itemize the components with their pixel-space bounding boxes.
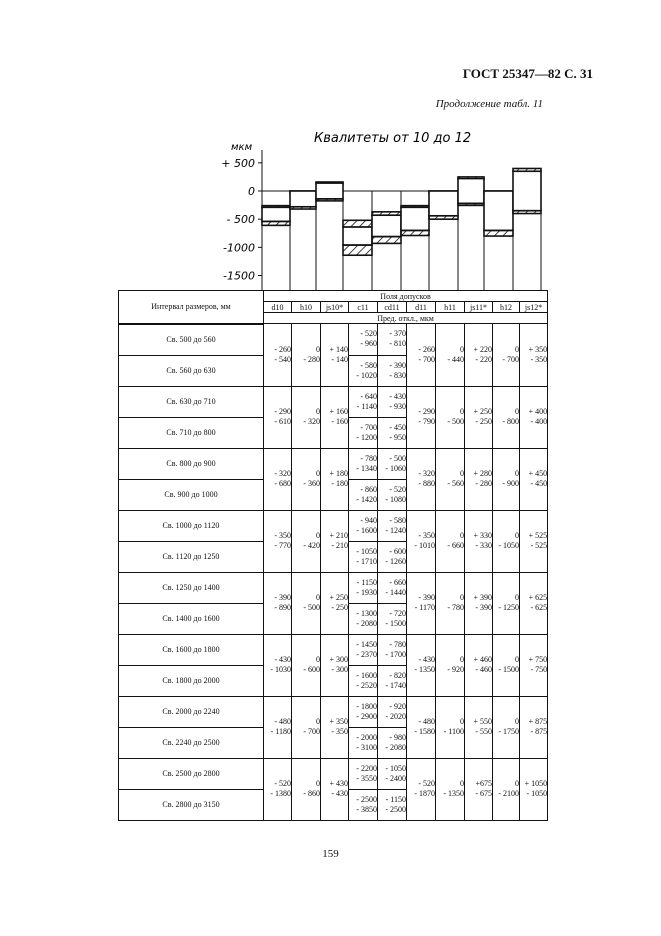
bar-h10-lower bbox=[290, 207, 316, 209]
value-js10: + 430 - 430 bbox=[321, 758, 349, 820]
value-c11: - 780 - 1340 bbox=[349, 448, 378, 479]
value-js11: +675 - 675 bbox=[465, 758, 493, 820]
value-c11: - 860 - 1420 bbox=[349, 479, 378, 510]
header-interval bbox=[119, 291, 264, 324]
value-d11: - 390 - 1170 bbox=[407, 572, 436, 634]
value-js10: + 180 - 180 bbox=[321, 448, 349, 510]
value-h12: 0 - 1250 bbox=[493, 572, 520, 634]
value-h10: 0 - 600 bbox=[292, 634, 321, 696]
value-js11: + 250 - 250 bbox=[465, 386, 493, 448]
header-interval-label: Интервал размеров, мм bbox=[151, 302, 231, 312]
value-c11: - 1150 - 1930 bbox=[349, 572, 378, 603]
interval-cell: Св. 710 до 800 bbox=[119, 417, 264, 448]
value-cd11: - 450 - 950 bbox=[378, 417, 407, 448]
bar-c11-upper bbox=[343, 220, 372, 227]
bar-h12-lower bbox=[484, 230, 513, 236]
header-fields: Поля допусков bbox=[264, 291, 548, 302]
bar-js11*-middle bbox=[458, 179, 484, 204]
interval-cell: Св. 560 до 630 bbox=[119, 355, 264, 386]
value-h12: 0 - 1050 bbox=[493, 510, 520, 572]
tolerance-chart bbox=[0, 0, 661, 292]
value-d11: - 430 - 1350 bbox=[407, 634, 436, 696]
value-d11: - 480 - 1580 bbox=[407, 696, 436, 758]
value-c11: - 1800 - 2900 bbox=[349, 696, 378, 727]
value-d10: - 430 - 1030 bbox=[264, 634, 292, 696]
value-c11: - 2500 - 3850 bbox=[349, 789, 378, 820]
interval-cell: Св. 1800 до 2000 bbox=[119, 665, 264, 696]
value-js11: + 390 - 390 bbox=[465, 572, 493, 634]
bar-js11*-lower bbox=[458, 203, 484, 205]
value-cd11: - 820 - 1740 bbox=[378, 665, 407, 696]
value-js10: + 250 - 250 bbox=[321, 572, 349, 634]
value-c11: - 640 - 1140 bbox=[349, 386, 378, 417]
value-c11: - 1050 - 1710 bbox=[349, 541, 378, 572]
col-header-5: d11 bbox=[407, 302, 436, 313]
value-d10: - 290 - 610 bbox=[264, 386, 292, 448]
bar-js10*-lower bbox=[316, 199, 343, 201]
interval-cell: Св. 800 до 900 bbox=[119, 448, 264, 479]
interval-cell: Св. 2800 до 3150 bbox=[119, 789, 264, 820]
bar-d10-middle bbox=[262, 207, 290, 221]
tolerance-table bbox=[118, 290, 548, 821]
value-js12: + 450 - 450 bbox=[520, 448, 548, 510]
value-js12: + 750 - 750 bbox=[520, 634, 548, 696]
value-d11: - 350 - 1010 bbox=[407, 510, 436, 572]
y-tick-label: -1500 bbox=[223, 269, 255, 283]
bar-d10-lower bbox=[262, 221, 290, 225]
value-c11: - 940 - 1600 bbox=[349, 510, 378, 541]
value-js12: + 625 - 625 bbox=[520, 572, 548, 634]
value-cd11: - 600 - 1260 bbox=[378, 541, 407, 572]
value-cd11: - 720 - 1500 bbox=[378, 603, 407, 634]
interval-cell: Св. 1000 до 1120 bbox=[119, 510, 264, 541]
value-h10: 0 - 280 bbox=[292, 324, 321, 387]
col-header-0: d10 bbox=[264, 302, 292, 313]
value-d11: - 320 - 880 bbox=[407, 448, 436, 510]
y-tick-label: - 500 bbox=[226, 213, 255, 227]
value-js12: + 350 - 350 bbox=[520, 324, 548, 387]
bar-js10*-middle bbox=[316, 183, 343, 199]
interval-cell: Св. 900 до 1000 bbox=[119, 479, 264, 510]
interval-cell: Св. 2500 до 2800 bbox=[119, 758, 264, 789]
header-deviation: Пред. откл., мкм bbox=[264, 313, 548, 324]
col-header-7: js11* bbox=[465, 302, 493, 313]
value-cd11: - 780 - 1700 bbox=[378, 634, 407, 665]
bar-h10-middle bbox=[290, 191, 316, 207]
value-cd11: - 580 - 1240 bbox=[378, 510, 407, 541]
value-cd11: - 430 - 930 bbox=[378, 386, 407, 417]
interval-cell: Св. 2000 до 2240 bbox=[119, 696, 264, 727]
value-js11: + 220 - 220 bbox=[465, 324, 493, 387]
value-h12: 0 - 1750 bbox=[493, 696, 520, 758]
value-c11: - 580 - 1020 bbox=[349, 355, 378, 386]
value-cd11: - 390 - 830 bbox=[378, 355, 407, 386]
col-header-8: h12 bbox=[493, 302, 520, 313]
value-js12: + 400 - 400 bbox=[520, 386, 548, 448]
value-c11: - 2000 - 3100 bbox=[349, 727, 378, 758]
value-h12: 0 - 900 bbox=[493, 448, 520, 510]
value-cd11: - 1150 - 2500 bbox=[378, 789, 407, 820]
value-cd11: - 920 - 2020 bbox=[378, 696, 407, 727]
y-tick-label: -1000 bbox=[223, 241, 255, 255]
value-cd11: - 660 - 1440 bbox=[378, 572, 407, 603]
value-h11: 0 - 1350 bbox=[436, 758, 465, 820]
value-h12: 0 - 2100 bbox=[493, 758, 520, 820]
col-header-3: c11 bbox=[349, 302, 378, 313]
bar-d11-middle bbox=[401, 207, 429, 230]
value-h12: 0 - 800 bbox=[493, 386, 520, 448]
table-continuation: Продолжение табл. 11 bbox=[435, 98, 543, 110]
value-js10: + 210 - 210 bbox=[321, 510, 349, 572]
value-js12: + 1050 - 1050 bbox=[520, 758, 548, 820]
value-h10: 0 - 420 bbox=[292, 510, 321, 572]
value-h10: 0 - 860 bbox=[292, 758, 321, 820]
value-js11: + 550 - 550 bbox=[465, 696, 493, 758]
value-d10: - 260 - 540 bbox=[264, 324, 292, 387]
value-h11: 0 - 660 bbox=[436, 510, 465, 572]
value-c11: - 1300 - 2080 bbox=[349, 603, 378, 634]
bar-cd11-lower bbox=[372, 237, 401, 244]
bar-js12*-middle bbox=[513, 171, 541, 210]
interval-cell: Св. 2240 до 2500 bbox=[119, 727, 264, 758]
value-js11: + 330 - 330 bbox=[465, 510, 493, 572]
value-h10: 0 - 360 bbox=[292, 448, 321, 510]
value-js10: + 350 - 350 bbox=[321, 696, 349, 758]
col-header-9: js12* bbox=[520, 302, 548, 313]
value-h12: 0 - 1500 bbox=[493, 634, 520, 696]
col-header-4: cd11 bbox=[378, 302, 407, 313]
value-js10: + 140 - 140 bbox=[321, 324, 349, 387]
col-header-6: h11 bbox=[436, 302, 465, 313]
chart-title: Квалитеты от 10 до 12 bbox=[314, 131, 472, 146]
y-tick-label: 0 bbox=[248, 185, 255, 198]
interval-cell: Св. 1250 до 1400 bbox=[119, 572, 264, 603]
bar-c11-middle bbox=[343, 227, 372, 245]
value-c11: - 520 - 960 bbox=[349, 324, 378, 356]
value-d10: - 320 - 680 bbox=[264, 448, 292, 510]
value-cd11: - 980 - 2080 bbox=[378, 727, 407, 758]
value-h10: 0 - 500 bbox=[292, 572, 321, 634]
interval-cell: Св. 500 до 560 bbox=[119, 324, 264, 356]
bar-h12-middle bbox=[484, 191, 513, 230]
value-cd11: - 1050 - 2400 bbox=[378, 758, 407, 789]
interval-cell: Св. 630 до 710 bbox=[119, 386, 264, 417]
value-d10: - 520 - 1380 bbox=[264, 758, 292, 820]
col-header-2: js10* bbox=[321, 302, 349, 313]
value-cd11: - 370 - 810 bbox=[378, 324, 407, 356]
bar-cd11-middle bbox=[372, 215, 401, 236]
y-tick-label: + 500 bbox=[221, 156, 255, 170]
value-cd11: - 500 - 1060 bbox=[378, 448, 407, 479]
page-header: ГОСТ 25347—82 С. 31 bbox=[462, 66, 593, 81]
value-js11: + 460 - 460 bbox=[465, 634, 493, 696]
page-number: 159 bbox=[322, 848, 339, 860]
value-h11: 0 - 920 bbox=[436, 634, 465, 696]
y-unit-label: мкм bbox=[231, 142, 253, 153]
value-h11: 0 - 500 bbox=[436, 386, 465, 448]
value-d10: - 480 - 1180 bbox=[264, 696, 292, 758]
value-h11: 0 - 1100 bbox=[436, 696, 465, 758]
value-h11: 0 - 440 bbox=[436, 324, 465, 387]
interval-cell: Св. 1400 до 1600 bbox=[119, 603, 264, 634]
value-h10: 0 - 700 bbox=[292, 696, 321, 758]
col-header-1: h10 bbox=[292, 302, 321, 313]
value-d10: - 390 - 890 bbox=[264, 572, 292, 634]
value-js12: + 875 - 875 bbox=[520, 696, 548, 758]
value-js10: + 160 - 160 bbox=[321, 386, 349, 448]
value-d11: - 260 - 700 bbox=[407, 324, 436, 387]
value-d10: - 350 - 770 bbox=[264, 510, 292, 572]
interval-cell: Св. 1600 до 1800 bbox=[119, 634, 264, 665]
bar-js12*-lower bbox=[513, 211, 541, 214]
value-cd11: - 520 - 1080 bbox=[378, 479, 407, 510]
value-c11: - 700 - 1200 bbox=[349, 417, 378, 448]
bar-h11-middle bbox=[429, 191, 458, 216]
value-c11: - 1450 - 2370 bbox=[349, 634, 378, 665]
value-h10: 0 - 320 bbox=[292, 386, 321, 448]
value-h11: 0 - 560 bbox=[436, 448, 465, 510]
value-js10: + 300 - 300 bbox=[321, 634, 349, 696]
value-d11: - 290 - 790 bbox=[407, 386, 436, 448]
interval-cell: Св. 1120 до 1250 bbox=[119, 541, 264, 572]
bar-c11-lower bbox=[343, 245, 372, 255]
value-d11: - 520 - 1870 bbox=[407, 758, 436, 820]
bar-h11-lower bbox=[429, 216, 458, 219]
value-js12: + 525 - 525 bbox=[520, 510, 548, 572]
value-h11: 0 - 780 bbox=[436, 572, 465, 634]
value-js11: + 280 - 280 bbox=[465, 448, 493, 510]
value-c11: - 2200 - 3550 bbox=[349, 758, 378, 789]
value-h12: 0 - 700 bbox=[493, 324, 520, 387]
bar-d11-lower bbox=[401, 230, 429, 235]
value-c11: - 1600 - 2520 bbox=[349, 665, 378, 696]
